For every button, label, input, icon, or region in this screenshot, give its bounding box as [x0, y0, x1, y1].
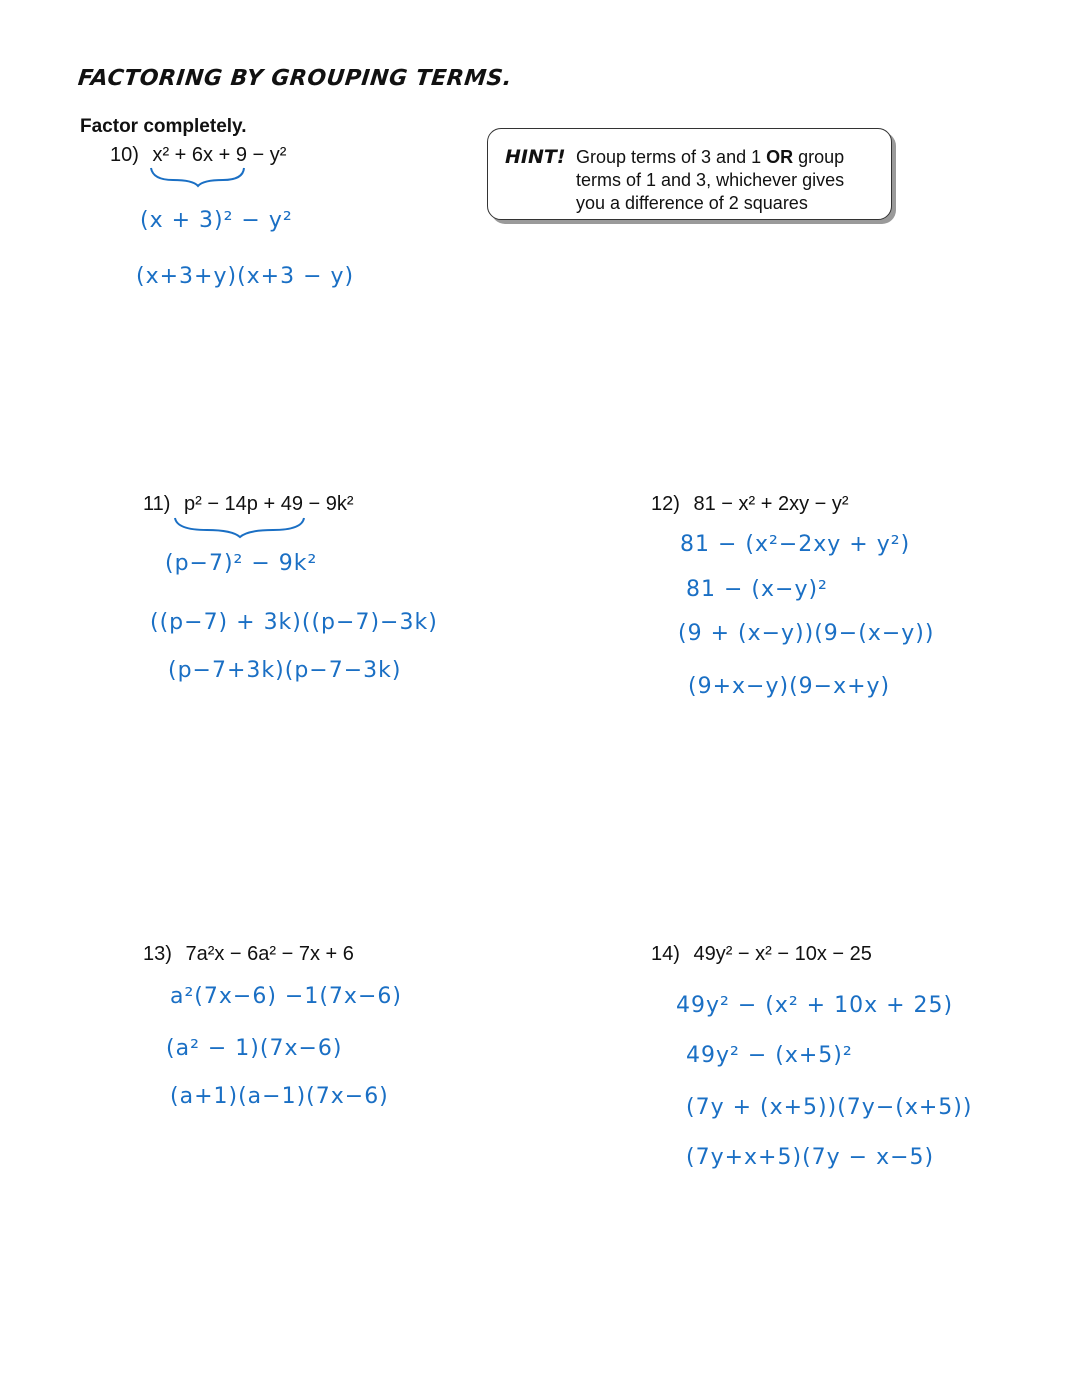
- problem-13: [143, 943, 354, 966]
- work-step: (p−7+3k)(p−7−3k): [168, 658, 402, 683]
- hint-box: [487, 128, 892, 220]
- hint-text: [576, 146, 886, 215]
- work-step: 49y² − (x² + 10x + 25): [676, 993, 954, 1018]
- work-step: (a+1)(a−1)(7x−6): [170, 1084, 389, 1109]
- problem-12: [651, 493, 849, 516]
- work-step: (7y + (x+5))(7y−(x+5)): [686, 1095, 973, 1120]
- work-step: 49y² − (x+5)²: [686, 1043, 853, 1068]
- work-step: (x+3+y)(x+3 − y): [136, 264, 355, 289]
- problem-number: 13): [143, 943, 172, 965]
- problem-number: 10): [110, 144, 139, 166]
- work-step: ((p−7) + 3k)((p−7)−3k): [150, 610, 438, 635]
- problem-expression: x² + 6x + 9 − y²: [152, 144, 287, 166]
- work-step: (p−7)² − 9k²: [165, 551, 318, 576]
- problem-number: 14): [651, 943, 680, 965]
- problem-number: 12): [651, 493, 680, 515]
- instruction: Factor completely.: [80, 116, 247, 137]
- problem-14: [651, 943, 872, 966]
- hint-line1: Group terms of 3 and 1 OR group: [576, 147, 845, 167]
- grouping-brace-icon: [148, 166, 248, 188]
- work-step: 81 − (x²−2xy + y²): [680, 532, 911, 557]
- problem-expression: 7a²x − 6a² − 7x + 6: [185, 943, 354, 965]
- work-step: (9+x−y)(9−x+y): [688, 674, 891, 699]
- problem-expression: 49y² − x² − 10x − 25: [693, 943, 872, 965]
- work-step: (9 + (x−y))(9−(x−y)): [678, 621, 935, 646]
- problem-number: 11): [143, 493, 171, 515]
- hint-label: HINT!: [505, 146, 566, 168]
- worksheet-title: FACTORING BY GROUPING TERMS.: [76, 66, 514, 91]
- work-step: 81 − (x−y)²: [686, 577, 828, 602]
- work-step: (x + 3)² − y²: [140, 208, 293, 233]
- problem-11: [143, 493, 354, 516]
- problem-expression: 81 − x² + 2xy − y²: [693, 493, 849, 515]
- hint-line2: terms of 1 and 3, whichever gives: [576, 170, 845, 190]
- work-step: a²(7x−6) −1(7x−6): [170, 984, 402, 1009]
- hint-line3: you a difference of 2 squares: [576, 193, 808, 213]
- grouping-brace-icon: [172, 516, 308, 540]
- problem-10: [110, 144, 286, 167]
- work-step: (7y+x+5)(7y − x−5): [686, 1145, 935, 1170]
- work-step: (a² − 1)(7x−6): [166, 1036, 343, 1061]
- problem-expression: p² − 14p + 49 − 9k²: [183, 493, 354, 515]
